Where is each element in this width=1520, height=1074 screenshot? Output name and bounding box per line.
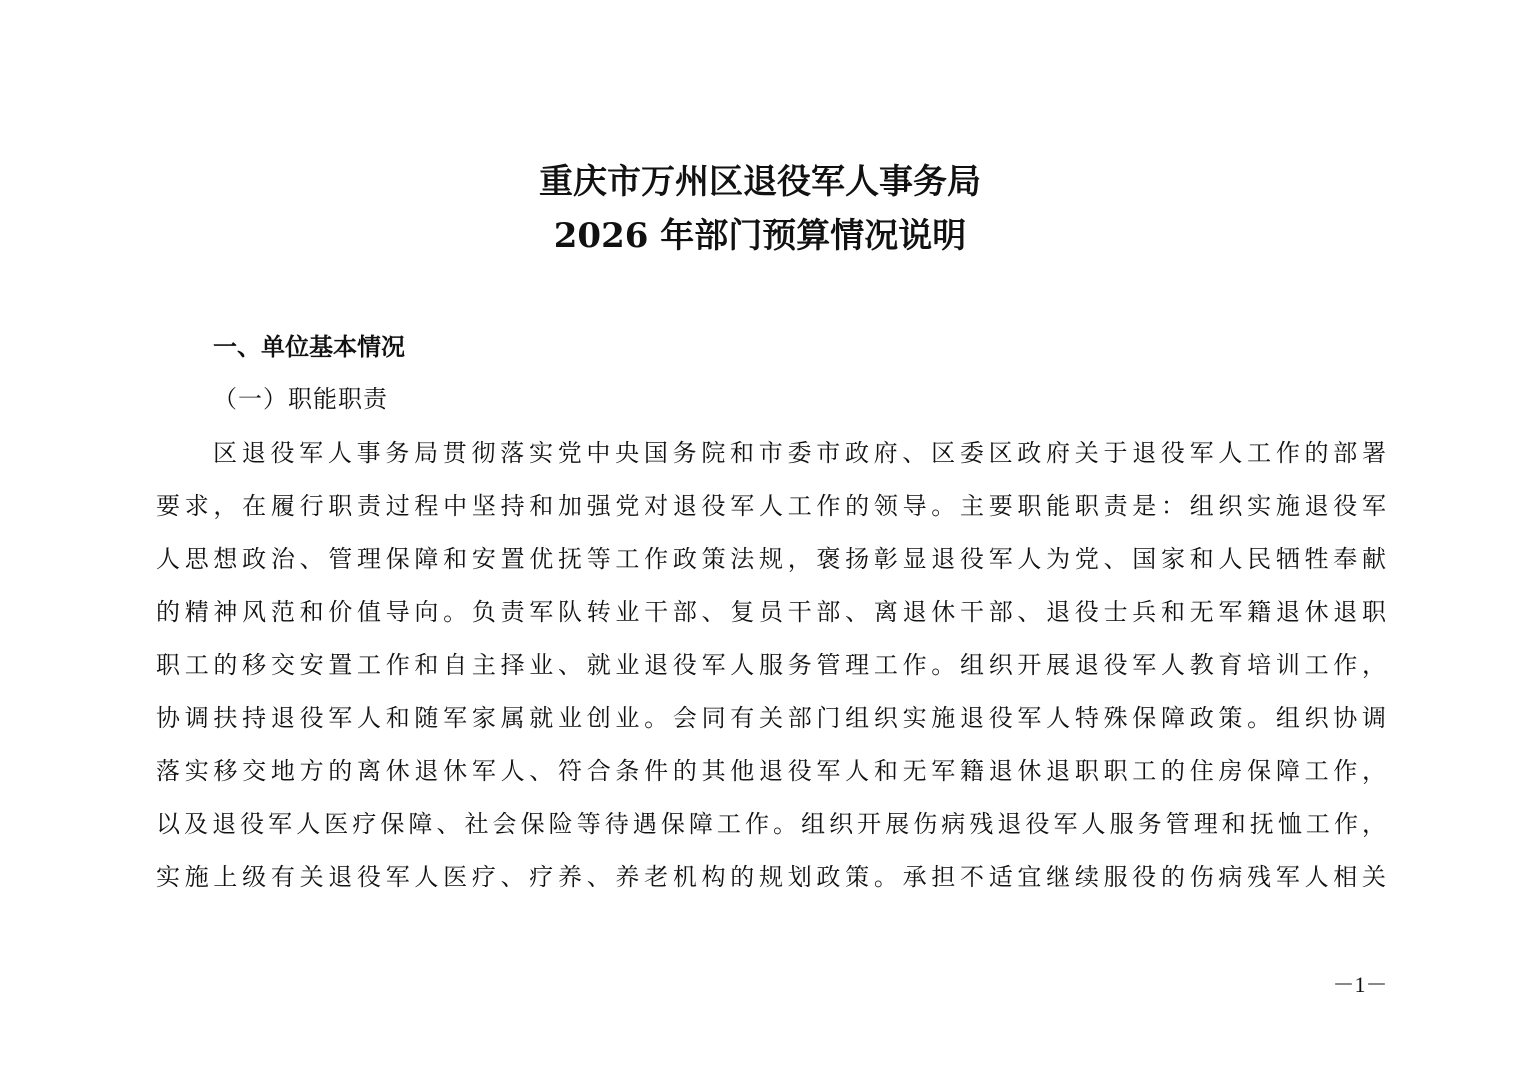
document-title-line-2: 2026 年部门预算情况说明 <box>553 216 967 256</box>
body-line-4: 的精神风范和价值导向。负责军队转业干部、复员干部、离退休干部、退役士兵和无军籍退休退职 <box>156 598 1386 626</box>
subsection-heading: （一）职能职责 <box>213 385 388 413</box>
document-title-line-1: 重庆市万州区退役军人事务局 <box>539 162 981 202</box>
body-line-5: 职工的移交安置工作和自主择业、就业退役军人服务管理工作。组织开展退役军人教育培训工作， <box>156 651 1386 679</box>
body-line-9: 实施上级有关退役军人医疗、疗养、养老机构的规划政策。承担不适宜继续服役的伤病残军人相关 <box>156 863 1386 891</box>
page-number: －1－ <box>1332 972 1388 997</box>
section-heading: 一、单位基本情况 <box>213 333 405 361</box>
body-line-2: 要求，在履行职责过程中坚持和加强党对退役军人工作的领导。主要职能职责是：组织实施退役军 <box>156 492 1386 520</box>
body-line-1: 区退役军人事务局贯彻落实党中央国务院和市委市政府、区委区政府关于退役军人工作的部署 <box>213 439 1386 467</box>
body-line-7: 落实移交地方的离休退休军人、符合条件的其他退役军人和无军籍退休退职职工的住房保障工作， <box>156 757 1386 785</box>
body-line-6: 协调扶持退役军人和随军家属就业创业。会同有关部门组织实施退役军人特殊保障政策。组织协调 <box>156 704 1386 732</box>
body-line-8: 以及退役军人医疗保障、社会保险等待遇保障工作。组织开展伤病残退役军人服务管理和抚恤工作， <box>156 810 1386 838</box>
body-line-3: 人思想政治、管理保障和安置优抚等工作政策法规，褒扬彰显退役军人为党、国家和人民牺牲奉献 <box>156 545 1386 573</box>
